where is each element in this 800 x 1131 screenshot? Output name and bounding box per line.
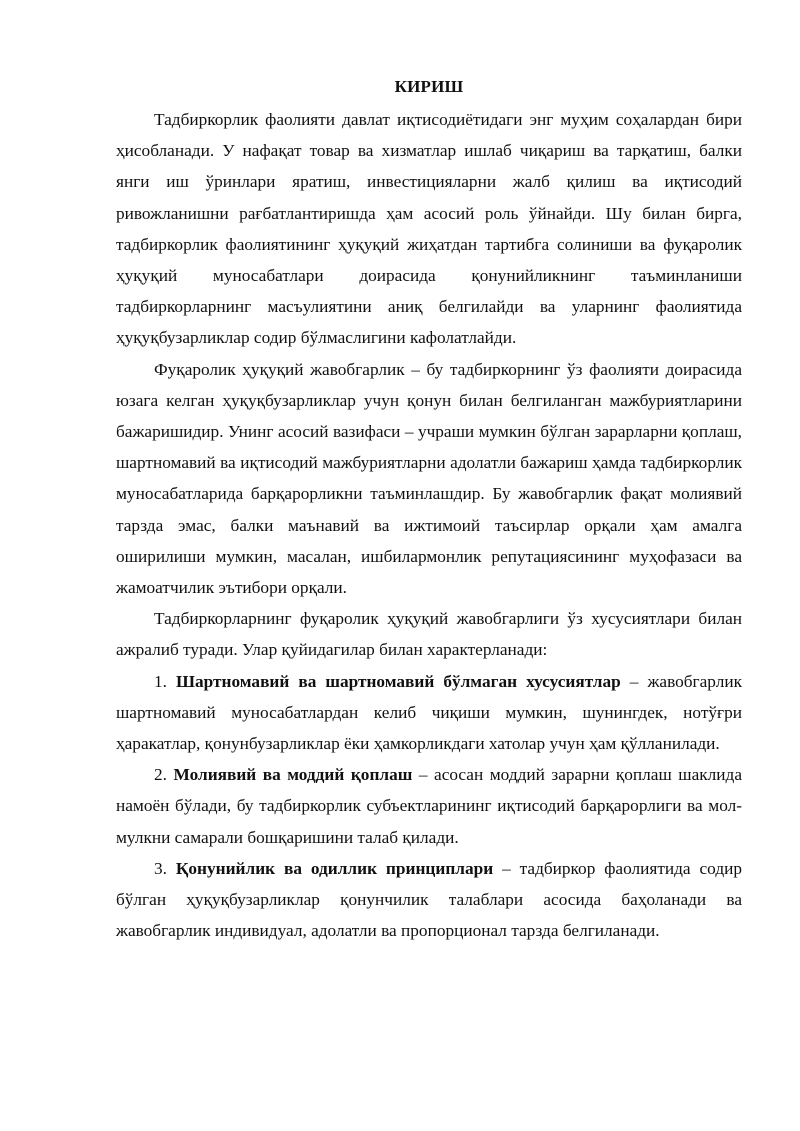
page-title: КИРИШ: [394, 77, 464, 96]
list-item-text: – тадбиркор фаолиятида содир бўлган ҳуқуқбузарликлар қонунчилик талаблари асосида баҳоланади ва жавобгарлик индивидуал, адолатли ва пропорционал тарзда белгиланади.: [116, 858, 742, 941]
list-item-term: Шартномавий ва шартномавий бўлмаган хусусиятлар: [176, 671, 621, 691]
list-item-2: [116, 759, 742, 853]
list-item-number: 1.: [154, 671, 167, 691]
paragraph-2: Фуқаролик ҳуқуқий жавобгарлик – бу тадбиркорнинг ўз фаолияти доирасида юзага келган ҳуқуқбузарликлар учун қонун билан белгиланган мажбуриятларини бажаришидир. Унинг асосий вазифаси – учраши мумкин бўлган зарарларни қоплаш, шартномавий ва иқтисодий мажбуриятларни адолатли бажариш ҳамда тадбиркорлик муносабатларида барқарорликни таъминлашдир. Бу жавобгарлик фақат молиявий тарзда эмас, балки маънавий ва ижтимоий таъсирлар орқали ҳам амалга оширилиши мумкин, масалан, ишбилармонлик репутациясининг муҳофазаси ва жамоатчилик эътибори орқали.: [116, 359, 742, 598]
list-item-text: – жавобгарлик шартномавий муносабатлардан келиб чиқиши мумкин, шунингдек, нотўғри ҳаракатлар, қонунбузарликлар ёки ҳамкорликдаги хатолар учун ҳам қўлланилади.: [116, 671, 742, 754]
list-item-number: 3.: [154, 858, 167, 878]
paragraph-3: Тадбиркорларнинг фуқаролик ҳуқуқий жавобгарлиги ўз хусусиятлари билан ажралиб туради. Улар қуйидагилар билан характерланади:: [116, 609, 742, 660]
list-item-text: – асосан моддий зарарни қоплаш шаклида намоён бўлади, бу тадбиркорлик субъектларининг иқтисодий барқарорлиги ва мол-мулкни самарали бошқаришини талаб қилади.: [116, 765, 742, 847]
list-item-1: [116, 666, 742, 760]
paragraph-1: Тадбиркорлик фаолияти давлат иқтисодиётидаги энг муҳим соҳалардан бири ҳисобланади. У нафақат товар ва хизматлар ишлаб чиқариш ва тарқатиш, балки янги иш ўринлари яратиш, инвестицияларни жалб қилиш ва иқтисодий ривожланишни рағбатлантиришда ҳам асосий роль ўйнайди. Шу билан бирга, тадбиркорлик фаолиятининг ҳуқуқий жиҳатдан тартибга солиниши ва фуқаролик ҳуқуқий муносабатлари доирасида қонунийликнинг таъминланиши тадбиркорларнинг масъулиятини аниқ белгилайди ва уларнинг фаолиятида ҳуқуқбузарликлар содир бўлмаслигини кафолатлайди.: [116, 110, 742, 348]
list-item-term: Қонунийлик ва одиллик принциплари: [175, 858, 494, 878]
list-item-number: 2.: [154, 765, 167, 785]
list-item-term: Молиявий ва моддий қоплаш: [173, 765, 413, 785]
list-item-3: [116, 853, 742, 947]
document-body: [116, 72, 742, 946]
